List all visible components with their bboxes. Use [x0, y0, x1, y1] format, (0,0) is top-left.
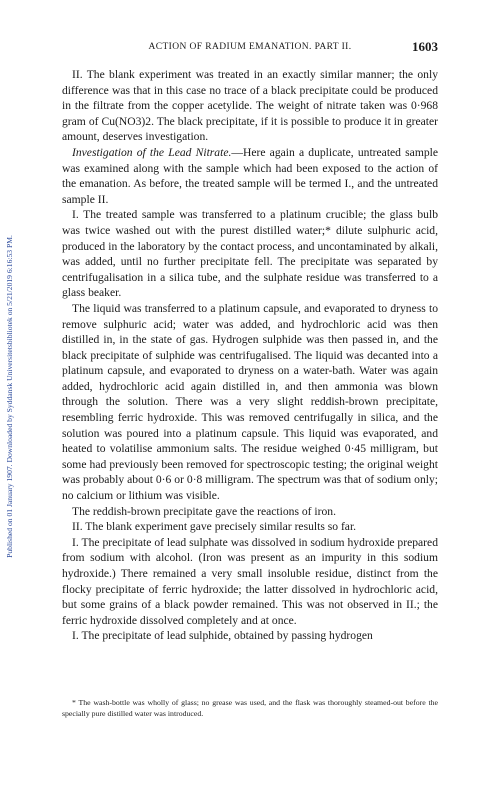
- download-stamp: [3, 0, 15, 792]
- paragraph-blank-results: II. The blank experiment gave precisely similar results so far.: [72, 520, 357, 534]
- page-header: [62, 41, 438, 57]
- paragraph-lead-sulphate: I. The precipitate of lead sulphate was dissolved in sodium hydroxide prepared from sodium with alcohol. (Iron was present as an impurity in this sodium hydroxide.) There remained a very small insoluble residue, distinct from the flocky precipitate of ferric hydroxide; the latter dissolved in hydrochloric acid, but some grains of a black powder remained. This was not observed in II.; the ferric hydroxide dissolved completely and at once.: [62, 535, 438, 627]
- paragraph-lead-sulphide: I. The precipitate of lead sulphide, obtained by passing hydrogen: [72, 629, 373, 643]
- paragraph-liquid-evaporation: The liquid was transferred to a platinum capsule, and evaporated to dryness to remove sulphuric acid; water was added, and hydrochloric acid was then distilled in, in the state of gas. Hydrogen sulphide was then passed in, and the black precipitate of sulphide was centrifugalised. The liquid was decanted into a platinum capsule, and evaporated to dryness on a water-bath. Water was again added, hydrochloric acid again distilled in, and then ammonia was blown through the solution. There was a very slight reddish-brown precipitate, resembling ferric hydroxide. This was removed centrifugally in silica, and the solution was poured into a platinum capsule. This liquid was evaporated, and heated to volatilise ammonium salts. The residue weighed 0·45 milligram, but some had previously been removed for spectroscopic testing; the original weight was probably about 0·6 or 0·8 milligram. The spectrum was that of sodium only; no calcium or lithium was visible.: [62, 301, 438, 503]
- running-title: ACTION OF RADIUM EMANATION. PART II.: [148, 42, 352, 52]
- footnote: [62, 697, 438, 719]
- footnote-marker: *: [325, 223, 331, 237]
- lead-nitrate-intro-text: —Here again a duplicate, untreated sample was examined along with the sample which had been exposed to the action of the emanation. As before, the treated sample will be termed I., and the untreated sample II.: [62, 145, 438, 206]
- page-number: 1603: [412, 39, 438, 54]
- paragraph-lead-nitrate-intro: [62, 145, 438, 207]
- section-heading-lead-nitrate: Investigation of the Lead Nitrate.: [72, 145, 232, 159]
- download-stamp-text: Published on 01 January 1907. Downloaded by Syddansk Universitetsbibliotek on 5/21/2019 6:16:53 PM.: [4, 234, 14, 558]
- treated-sample-text-b: dilute sulphuric acid, produced in the laboratory by the contact process, and uncontaminated by alkali, was added, until no further precipitate fell. The precipitate was separated by centrifugalisation in a silica tube, and the sulphate residue was transferred to a glass beaker.: [62, 223, 438, 300]
- treated-sample-text-a: I. The treated sample was transferred to a platinum crucible; the glass bulb was twice washed out with the purest distilled water;: [62, 208, 438, 237]
- paragraph-iron-reactions: The reddish-brown precipitate gave the reactions of iron.: [72, 504, 336, 518]
- paragraph-blank-experiment-copper: II. The blank experiment was treated in an exactly similar manner; the only difference was that in this case no trace of a black precipitate could be produced in the filtrate from the copper acetylide. The weight of nitrate taken was 0·968 gram of Cu(NO3)2. The black precipitate, if it is possible to produce it in greater amount, deserves investigation.: [62, 68, 438, 144]
- paragraph-treated-sample: [62, 207, 438, 301]
- article-body: [62, 67, 438, 644]
- footnote-text: * The wash-bottle was wholly of glass; no grease was used, and the flask was thoroughly steamed-out before the specially pure distilled water was introduced.: [62, 698, 438, 718]
